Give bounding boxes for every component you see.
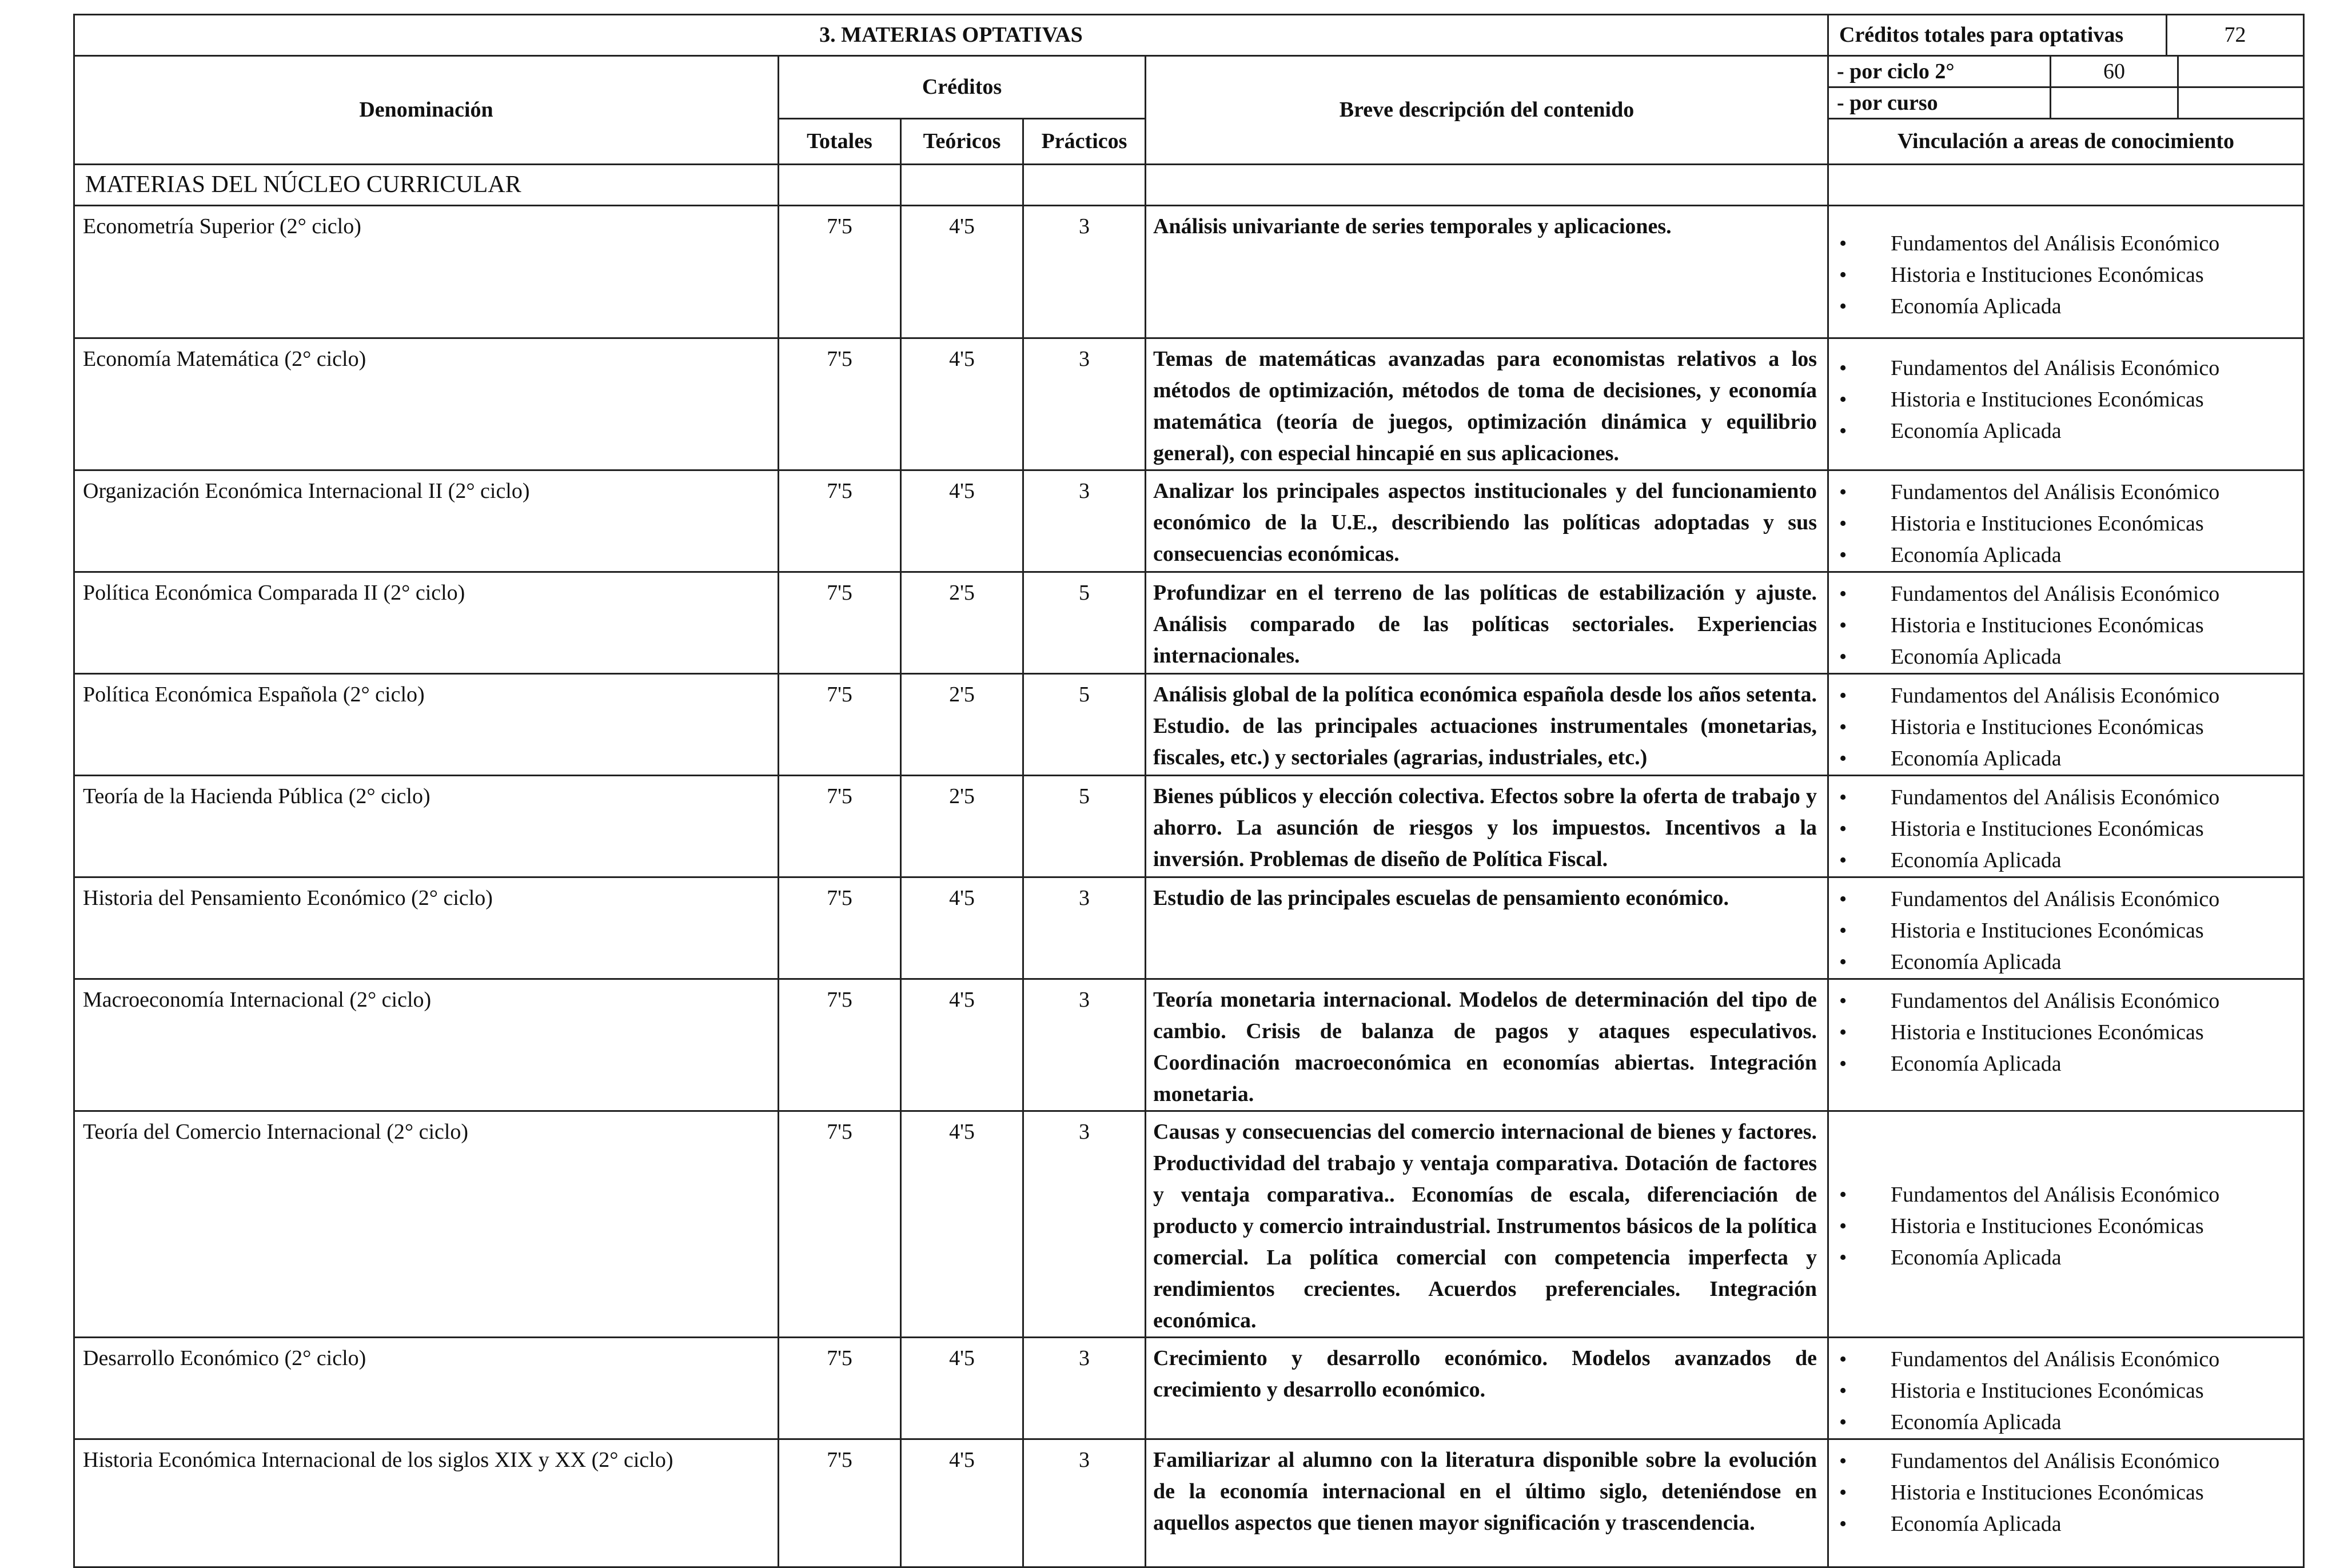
course-description: Teoría monetaria internacional. Modelos de determinación del tipo de cambio. Crisis de balanza de pagos y ataques especulativos. Coordinación macroeconómica en economías abiertas. Integración monetaria. [1146,979,1828,1111]
group-title: MATERIAS DEL NÚCLEO CURRICULAR [74,165,779,206]
credits-total: 7'5 [779,206,901,338]
course-description: Crecimiento y desarrollo económico. Modelos avanzados de crecimiento y desarrollo económico. [1146,1338,1828,1439]
list-item: • Fundamentos del Análisis Económico [1839,1446,2303,1477]
credits-theory: 4'5 [901,1111,1023,1338]
col-vinculacion: Vinculación a areas de conocimiento [1828,119,2304,165]
credits-total: 7'5 [779,877,901,979]
list-item: • Historia e Instituciones Económicas [1839,1211,2303,1242]
course-description: Bienes públicos y elección colectiva. Efectos sobre la oferta de trabajo y ahorro. La asunción de riesgos y los impuestos. Incentivos a la inversión. Problemas de diseño de Política Fiscal. [1146,776,1828,877]
area-list-cell [1828,206,2304,338]
credits-practice: 3 [1023,1111,1146,1338]
area-list-cell [1828,338,2304,470]
table-row [74,470,2304,572]
credits-practice: 3 [1023,206,1146,338]
total-credits-label: Créditos totales para optativas [1828,15,2167,56]
credits-theory: 4'5 [901,470,1023,572]
list-item: • Economía Aplicada [1839,1407,2303,1438]
credits-theory: 4'5 [901,206,1023,338]
list-item: • Historia e Instituciones Económicas [1839,915,2303,947]
table-row [74,572,2304,674]
credits-practice: 5 [1023,674,1146,776]
ciclo-curso-box [1828,56,2304,119]
credits-theory: 4'5 [901,1439,1023,1567]
course-description: Análisis univariante de series temporales y aplicaciones. [1146,206,1828,338]
course-name: Econometría Superior (2° ciclo) [74,206,779,338]
course-description: Analizar los principales aspectos institucionales y del funcionamiento económico de la U.E., describiendo las políticas adoptadas y sus consecuencias económicas. [1146,470,1828,572]
list-item: • Fundamentos del Análisis Económico [1839,477,2303,508]
optativas-table [73,14,2305,1568]
list-item: • Fundamentos del Análisis Económico [1839,680,2303,712]
credits-total: 7'5 [779,674,901,776]
course-description: Análisis global de la política económica española desde los años setenta. Estudio. de las principales actuaciones instrumentales (monetarias, fiscales, etc.) y sectoriales (agrarias, industriales, etc.) [1146,674,1828,776]
credits-total: 7'5 [779,338,901,470]
col-teoricos: Teóricos [901,119,1023,165]
credits-theory: 2'5 [901,572,1023,674]
list-item: • Fundamentos del Análisis Económico [1839,1179,2303,1211]
list-item: • Economía Aplicada [1839,540,2303,571]
area-list-cell [1828,1338,2304,1439]
course-description: Estudio de las principales escuelas de pensamiento económico. [1146,877,1828,979]
col-descripcion: Breve descripción del contenido [1146,56,1828,165]
list-item: • Fundamentos del Análisis Económico [1839,578,2303,610]
list-item: • Historia e Instituciones Económicas [1839,260,2303,291]
list-item: • Fundamentos del Análisis Económico [1839,884,2303,915]
table-row [74,1338,2304,1439]
list-item: • Economía Aplicada [1839,1509,2303,1540]
list-item: • Economía Aplicada [1839,845,2303,876]
list-item: • Economía Aplicada [1839,1242,2303,1274]
credits-practice: 3 [1023,979,1146,1111]
table-row [74,776,2304,877]
area-list-cell [1828,979,2304,1111]
list-item: • Historia e Instituciones Económicas [1839,610,2303,641]
area-list-cell [1828,1439,2304,1567]
course-name: Política Económica Comparada II (2° ciclo) [74,572,779,674]
course-name: Teoría de la Hacienda Pública (2° ciclo) [74,776,779,877]
table-row [74,877,2304,979]
course-name: Organización Económica Internacional II (2° ciclo) [74,470,779,572]
course-description: Causas y consecuencias del comercio internacional de bienes y factores. Productividad del trabajo y ventaja comparativa. Dotación de factores y ventaja comparativa.. Economías de escala, diferenciación de producto y comercio intraindustrial. Instrumentos básicos de la política comercial. La política comercial con competencia imperfecta y rendimientos crecientes. Acuerdos preferenciales. Integración económica. [1146,1111,1828,1338]
list-item: • Economía Aplicada [1839,641,2303,673]
course-name: Teoría del Comercio Internacional (2° ciclo) [74,1111,779,1338]
credits-total: 7'5 [779,776,901,877]
course-name: Historia Económica Internacional de los siglos XIX y XX (2° ciclo) [74,1439,779,1567]
course-name: Desarrollo Económico (2° ciclo) [74,1338,779,1439]
credits-theory: 4'5 [901,338,1023,470]
por-ciclo-label: - por ciclo 2° [1837,59,1955,83]
credits-theory: 4'5 [901,1338,1023,1439]
col-creditos: Créditos [779,56,1146,119]
list-item: • Fundamentos del Análisis Económico [1839,782,2303,813]
credits-theory: 4'5 [901,979,1023,1111]
course-description: Temas de matemáticas avanzadas para economistas relativos a los métodos de optimización, métodos de toma de decisiones, y economía matemática (teoría de juegos, optimización dinámica y equilibrio general), con especial hincapié en sus aplicaciones. [1146,338,1828,470]
credits-total: 7'5 [779,1439,901,1567]
table-row [74,1439,2304,1567]
credits-theory: 2'5 [901,776,1023,877]
area-list-cell [1828,1111,2304,1338]
list-item: • Economía Aplicada [1839,416,2303,447]
col-denominacion: Denominación [74,56,779,165]
course-name: Macroeconomía Internacional (2° ciclo) [74,979,779,1111]
area-list-cell [1828,877,2304,979]
credits-practice: 3 [1023,338,1146,470]
list-item: • Economía Aplicada [1839,291,2303,322]
credits-total: 7'5 [779,1111,901,1338]
credits-practice: 3 [1023,1338,1146,1439]
list-item: • Historia e Instituciones Económicas [1839,384,2303,416]
col-practicos: Prácticos [1023,119,1146,165]
list-item: • Historia e Instituciones Económicas [1839,712,2303,743]
table-row [74,979,2304,1111]
total-credits-value: 72 [2167,15,2304,56]
credits-total: 7'5 [779,470,901,572]
list-item: • Fundamentos del Análisis Económico [1839,228,2303,260]
table-row [74,1111,2304,1338]
area-list-cell [1828,776,2304,877]
list-item: • Fundamentos del Análisis Económico [1839,353,2303,384]
credits-practice: 5 [1023,776,1146,877]
table-row [74,206,2304,338]
credits-total: 7'5 [779,979,901,1111]
list-item: • Fundamentos del Análisis Económico [1839,986,2303,1017]
course-description: Familiarizar al alumno con la literatura disponible sobre la evolución de la economía internacional en el último siglo, deteniéndose en aquellos aspectos que tienen mayor significación y trascendencia. [1146,1439,1828,1567]
list-item: • Economía Aplicada [1839,743,2303,775]
por-ciclo-value: 60 [2050,57,2179,86]
credits-practice: 3 [1023,877,1146,979]
course-description: Profundizar en el terreno de las políticas de estabilización y ajuste. Análisis comparado de las políticas sectoriales. Experiencias internacionales. [1146,572,1828,674]
credits-theory: 4'5 [901,877,1023,979]
por-curso-value [2050,88,2179,118]
credits-practice: 3 [1023,470,1146,572]
section-title: 3. MATERIAS OPTATIVAS [74,15,1828,56]
area-list-cell [1828,674,2304,776]
list-item: • Historia e Instituciones Económicas [1839,1375,2303,1407]
list-item: • Historia e Instituciones Económicas [1839,1017,2303,1048]
table-row [74,338,2304,470]
list-item: • Fundamentos del Análisis Económico [1839,1344,2303,1375]
credits-practice: 3 [1023,1439,1146,1567]
list-item: • Historia e Instituciones Económicas [1839,813,2303,845]
list-item: • Economía Aplicada [1839,947,2303,978]
list-item: • Historia e Instituciones Económicas [1839,1477,2303,1509]
area-list-cell [1828,470,2304,572]
credits-practice: 5 [1023,572,1146,674]
por-curso-label: - por curso [1837,91,1938,115]
list-item: • Historia e Instituciones Económicas [1839,508,2303,540]
credits-total: 7'5 [779,1338,901,1439]
table-row [74,674,2304,776]
credits-theory: 2'5 [901,674,1023,776]
col-totales: Totales [779,119,901,165]
course-name: Economía Matemática (2° ciclo) [74,338,779,470]
credits-total: 7'5 [779,572,901,674]
list-item: • Economía Aplicada [1839,1048,2303,1080]
course-name: Historia del Pensamiento Económico (2° ciclo) [74,877,779,979]
course-name: Política Económica Española (2° ciclo) [74,674,779,776]
area-list-cell [1828,572,2304,674]
